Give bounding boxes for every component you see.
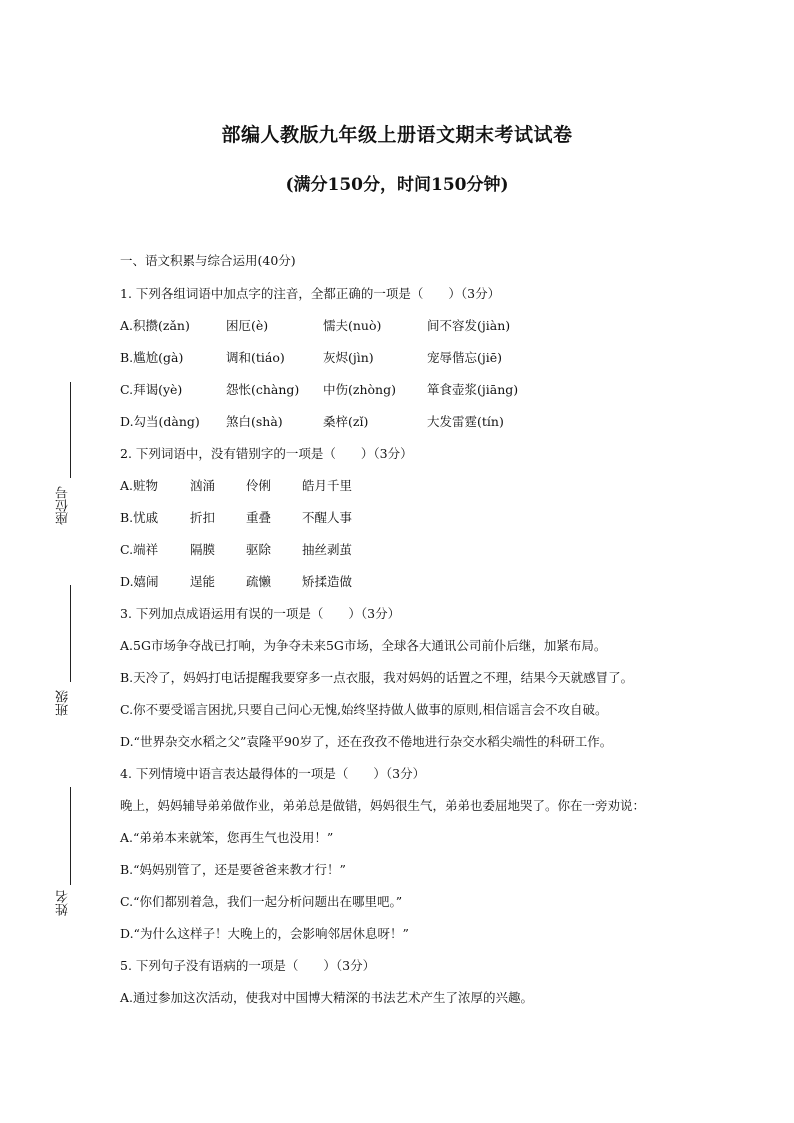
- option-cell: 调和(tiáo): [226, 350, 285, 365]
- option-cell: 重叠: [246, 510, 272, 525]
- section-heading: 一、语文积累与综合运用(40分): [120, 253, 296, 268]
- option-cell: 折扣: [190, 510, 216, 525]
- option-cell: 不醒人事: [302, 510, 353, 525]
- option-cell: 皓月千里: [302, 478, 353, 493]
- option-cell: 疏懒: [246, 574, 272, 589]
- option-cell: 怨怅(chàng): [226, 382, 300, 397]
- exam-title: 部编人教版九年级上册语文期末考试试卷: [221, 124, 573, 146]
- option-cell: 宠辱偕忘(jiē): [427, 350, 503, 365]
- option-cell: 矫揉造做: [302, 574, 353, 589]
- option-cell: 伶俐: [246, 478, 272, 493]
- question-4-option-b: B.“妈妈别管了，还是要爸爸来教才行！”: [120, 862, 346, 877]
- question-4-context: 晚上，妈妈辅导弟弟做作业，弟弟总是做错，妈妈很生气，弟弟也委屈地哭了。你在一旁劝说：: [120, 798, 646, 813]
- option-cell: B.尴尬(gà): [120, 350, 184, 365]
- option-cell: 困厄(è): [226, 318, 269, 333]
- option-cell: 隔膜: [190, 542, 216, 557]
- question-3-stem: 3. 下列加点成语运用有误的一项是（ ）（3分）: [120, 606, 401, 621]
- class-label: 班级: [56, 690, 71, 716]
- seat-number-line: [70, 382, 71, 478]
- question-2-option-a: [120, 476, 352, 494]
- question-2-option-d: [120, 572, 352, 590]
- option-cell: C.拜谒(yè): [120, 382, 183, 397]
- seat-number-label: 座位号: [56, 486, 71, 525]
- option-cell: 煞白(shà): [226, 414, 283, 429]
- question-3-option-b: B.天冷了，妈妈打电话提醒我要穿多一点衣服，我对妈妈的话置之不理，结果今天就感冒了。: [120, 670, 634, 685]
- class-line: [70, 585, 71, 682]
- option-cell: 灰烬(jìn): [323, 350, 374, 365]
- question-3-option-c: C.你不要受谣言困扰,只要自己问心无愧,始终坚持做人做事的原则,相信谣言会不攻自破。: [120, 702, 608, 717]
- name-label: 姓名: [56, 890, 71, 916]
- question-3-option-a: A.5G市场争夺战已打响，为争夺未来5G市场，全球各大通讯公司前仆后继，加紧布局。: [120, 638, 607, 653]
- question-4-option-a: A.“弟弟本来就笨，您再生气也没用！”: [120, 830, 334, 845]
- option-cell: 间不容发(jiàn): [427, 318, 511, 333]
- option-cell: A.赃物: [120, 478, 159, 493]
- question-4-option-d: D.“为什么这样子！大晚上的，会影响邻居休息呀！”: [120, 926, 409, 941]
- question-1-option-b: [120, 348, 502, 366]
- question-2-option-b: [120, 508, 352, 526]
- option-cell: D.勾当(dàng): [120, 414, 200, 429]
- option-cell: 桑梓(zǐ): [323, 414, 369, 429]
- question-4-stem: 4. 下列情境中语言表达最得体的一项是（ ）（3分）: [120, 766, 426, 781]
- option-cell: 懦夫(nuò): [323, 318, 382, 333]
- question-2-option-c: [120, 540, 352, 558]
- question-5-stem: 5. 下列句子没有语病的一项是（ ）（3分）: [120, 958, 376, 973]
- question-3-option-d: D.“世界杂交水稻之父”袁隆平90岁了，还在孜孜不倦地进行杂交水稻尖端性的科研工作。: [120, 734, 613, 749]
- option-cell: 汹涌: [190, 478, 216, 493]
- option-cell: B.忧戚: [120, 510, 159, 525]
- option-cell: 中伤(zhòng): [323, 382, 396, 397]
- question-4-option-c: C.“你们都别着急，我们一起分析问题出在哪里吧。”: [120, 894, 403, 909]
- option-cell: 大发雷霆(tín): [427, 414, 504, 429]
- question-5-option-a: A.通过参加这次活动，使我对中国博大精深的书法艺术产生了浓厚的兴趣。: [120, 990, 534, 1005]
- question-1-option-d: [120, 412, 504, 430]
- option-cell: D.嬉闹: [120, 574, 159, 589]
- option-cell: 逞能: [190, 574, 216, 589]
- question-1-option-c: [120, 380, 518, 398]
- option-cell: C.端祥: [120, 542, 159, 557]
- question-2-stem: 2. 下列词语中，没有错别字的一项是（ ）（3分）: [120, 446, 413, 461]
- option-cell: 驱除: [246, 542, 272, 557]
- question-1-option-a: [120, 316, 510, 334]
- option-cell: A.积攒(zǎn): [120, 318, 190, 333]
- option-cell: 箪食壶浆(jiāng): [427, 382, 519, 397]
- name-line: [70, 787, 71, 885]
- question-1-stem: 1. 下列各组词语中加点字的注音，全都正确的一项是（ ）（3分）: [120, 286, 501, 301]
- option-cell: 抽丝剥茧: [302, 542, 353, 557]
- exam-subtitle: (满分150分，时间150分钟): [285, 175, 509, 195]
